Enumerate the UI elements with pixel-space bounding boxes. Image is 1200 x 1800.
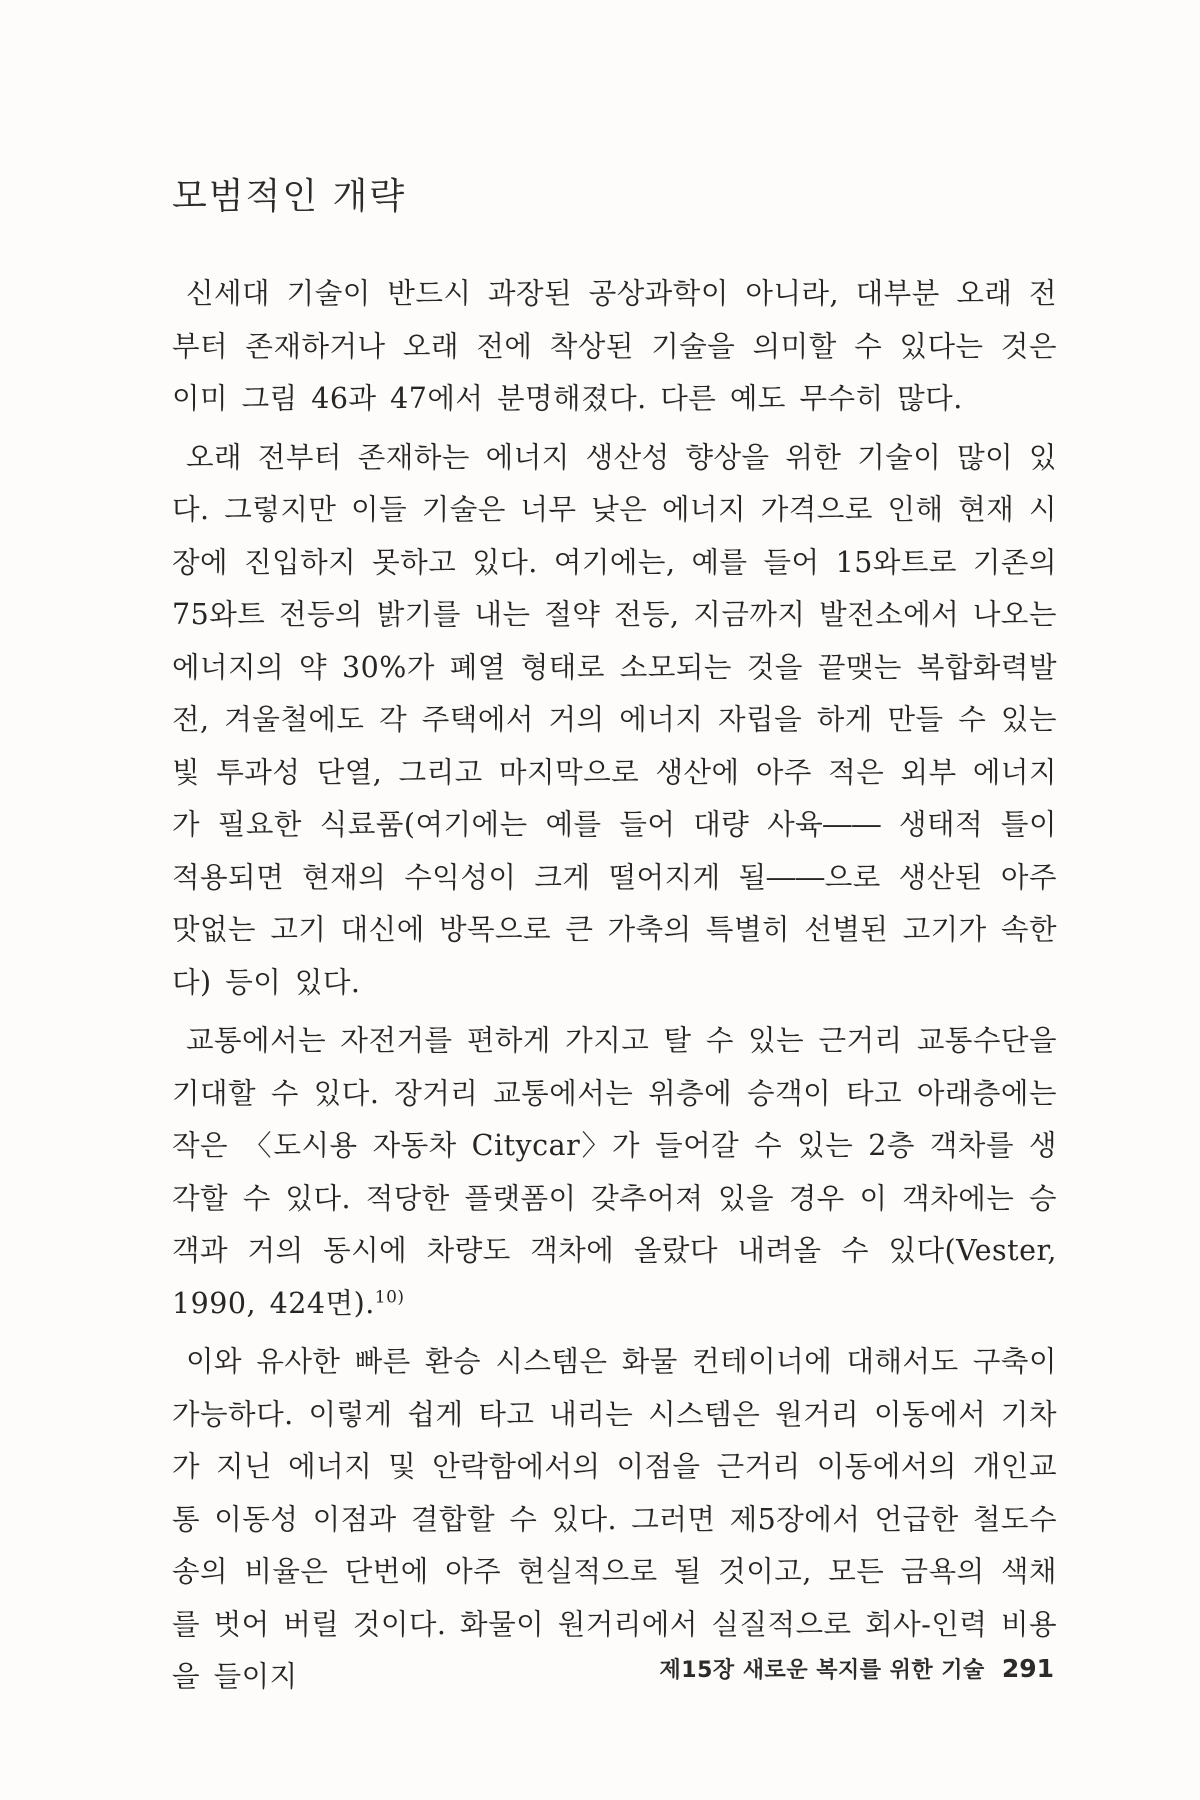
chapter-title: 제15장 새로운 복지를 위한 기술 <box>659 1658 985 1683</box>
page-number: 291 <box>1001 1654 1054 1683</box>
body-text <box>172 268 1057 1704</box>
paragraph-3 <box>172 1015 1057 1330</box>
paragraph-3-text: 교통에서는 자전거를 편하게 가지고 탈 수 있는 근거리 교통수단을 기대할 수 있다. 장거리 교통에서는 위층에 승객이 타고 아래층에는 작은 〈도시용 자동차 Citycar〉가 들어갈 수 있는 2층 객차를 생각할 수 있다. 적당한 플랫폼이 갖추어져 있을 경우 이 객차에는 승객과 거의 동시에 차량도 객차에 올랐다 내려올 수 있다(Vester, 1990, 424면). <box>172 1024 1057 1320</box>
paragraph-2: 오래 전부터 존재하는 에너지 생산성 향상을 위한 기술이 많이 있다. 그렇지만 이들 기술은 너무 낮은 에너지 가격으로 인해 현재 시장에 진입하지 못하고 있다. 여기에는, 예를 들어 15와트로 기존의 75와트 전등의 밝기를 내는 절약 전등, 지금까지 발전소에서 나오는 에너지의 약 30%가 폐열 형태로 소모되는 것을 끝맺는 복합화력발전, 겨울철에도 각 주택에서 거의 에너지 자립을 하게 만들 수 있는 빛 투과성 단열, 그리고 마지막으로 생산에 아주 적은 외부 에너지가 필요한 식료품(여기에는 예를 들어 대량 사육―― 생태적 틀이 적용되면 현재의 수익성이 크게 떨어지게 될――으로 생산된 아주 맛없는 고기 대신에 방목으로 큰 가축의 특별히 선별된 고기가 속한다) 등이 있다. <box>172 440 1057 999</box>
paragraph-4: 이와 유사한 빠른 환승 시스템은 화물 컨테이너에 대해서도 구축이 가능하다. 이렇게 쉽게 타고 내리는 시스템은 원거리 이동에서 기차가 지닌 에너지 및 안락함에서의 이점을 근거리 이동에서의 개인교통 이동성 이점과 결합할 수 있다. 그러면 제5장에서 언급한 철도수송의 비율은 단번에 아주 현실적으로 될 것이고, 모든 금욕의 색채를 벗어 버릴 것이다. 화물이 원거리에서 실질적으로 회사-인력 비용을 들이지 <box>172 1345 1058 1693</box>
section-title: 모범적인 개략 <box>172 176 407 217</box>
running-footer <box>660 1653 1054 1684</box>
footnote-marker: 10) <box>374 1287 405 1307</box>
paragraph-1: 신세대 기술이 반드시 과장된 공상과학이 아니라, 대부분 오래 전부터 존재하거나 오래 전에 착상된 기술을 의미할 수 있다는 것은 이미 그림 46과 47에서 분명해졌다. 다른 예도 무수히 많다. <box>172 277 1057 415</box>
